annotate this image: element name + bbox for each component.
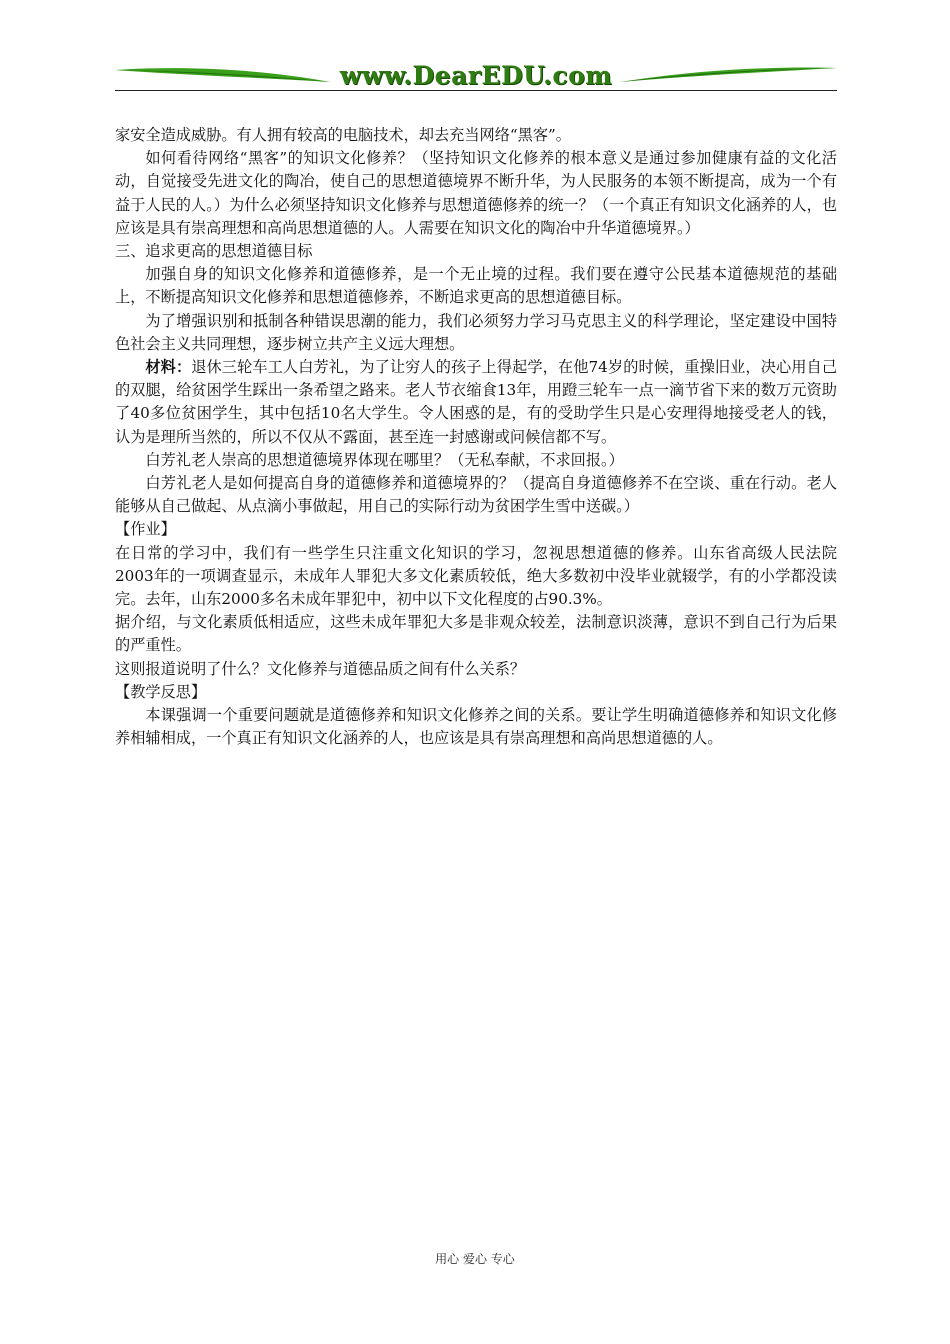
material-paragraph	[115, 356, 837, 449]
site-logo: www.DearEDU.com	[339, 61, 613, 90]
question-paragraph: 白芳礼老人是如何提高自身的道德修养和道德境界的？（提高自身道德修养不在空谈、重在行动。老人能够从自己做起、从点滴小事做起，用自己的实际行动为贫困学生雪中送碳。）	[115, 474, 837, 516]
reflection-paragraph: 本课强调一个重要问题就是道德修养和知识文化修养之间的关系。要让学生明确道德修养和知识文化修养相辅相成，一个真正有知识文化涵养的人，也应该是具有崇高理想和高尚思想道德的人。	[115, 706, 837, 748]
paragraph: 家安全造成威胁。有人拥有较高的电脑技术，却去充当网络“黑客”。	[115, 126, 571, 144]
paragraph: 为了增强识别和抵制各种错误思潮的能力，我们必须努力学习马克思主义的科学理论，坚定建设中国特色社会主义共同理想，逐步树立共产主义远大理想。	[115, 311, 837, 353]
homework-line: 这则报道说明了什么？文化修养与道德品质之间有什么关系？	[115, 659, 526, 678]
paragraph: 如何看待网络“黑客”的知识文化修养？（坚持知识文化修养的根本意义是通过参加健康有益的文化活动，自觉接受先进文化的陶冶，使自己的思想道德境界不断升华，为人民服务的本领不断提高，成为一个有益于人民的人。）为什么必须坚持知识文化修养与思想道德修养的统一？（一个真正有知识文化涵养的人，也应该是具有崇高理想和高尚思想道德的人。人需要在知识文化的陶冶中升华道德境界。）	[115, 149, 837, 237]
material-text: 退休三轮车工人白芳礼，为了让穷人的孩子上得起学，在他74岁的时候，重操旧业，决心用自己的双腿，给贫困学生踩出一条希望之路来。老人节衣缩食13年，用蹬三轮车一点一滴节省下来的数万元资助了40多位贫困学生，其中包括10名大学生。令人困惑的是，有的受助学生只是心安理得地接受老人的钱，认为是理所当然的，所以不仅从不露面，甚至连一封感谢或问候信都不写。	[115, 358, 838, 446]
homework-heading: 【作业】	[115, 520, 176, 539]
document-body	[115, 124, 837, 750]
question-paragraph: 白芳礼老人崇高的思想道德境界体现在哪里？（无私奉献，不求回报。）	[145, 450, 624, 469]
reflection-heading: 【教学反思】	[115, 682, 207, 701]
homework-line: 据介绍，与文化素质低相适应，这些未成年罪犯大多是非观众较差，法制意识淡薄，意识不到自己行为后果的严重性。	[115, 613, 837, 655]
page-header	[115, 60, 837, 92]
section-heading: 三、追求更高的思想道德目标	[115, 242, 313, 261]
header-divider	[115, 90, 837, 91]
page-footer: 用心 爱心 专心	[435, 1252, 515, 1266]
homework-line: 在日常的学习中，我们有一些学生只注重文化知识的学习，忽视思想道德的修养。山东省高级人民法院2003年的一项调查显示，未成年人罪犯大多文化素质较低，绝大多数初中没毕业就辍学，有的小学都没读完。去年，山东2000多名未成年罪犯中，初中以下文化程度的占90.3%。	[115, 543, 837, 609]
paragraph: 加强自身的知识文化修养和道德修养，是一个无止境的过程。我们要在遵守公民基本道德规范的基础上，不断提高知识文化修养和思想道德修养，不断追求更高的思想道德目标。	[115, 265, 837, 307]
material-label: 材料：	[145, 358, 192, 377]
